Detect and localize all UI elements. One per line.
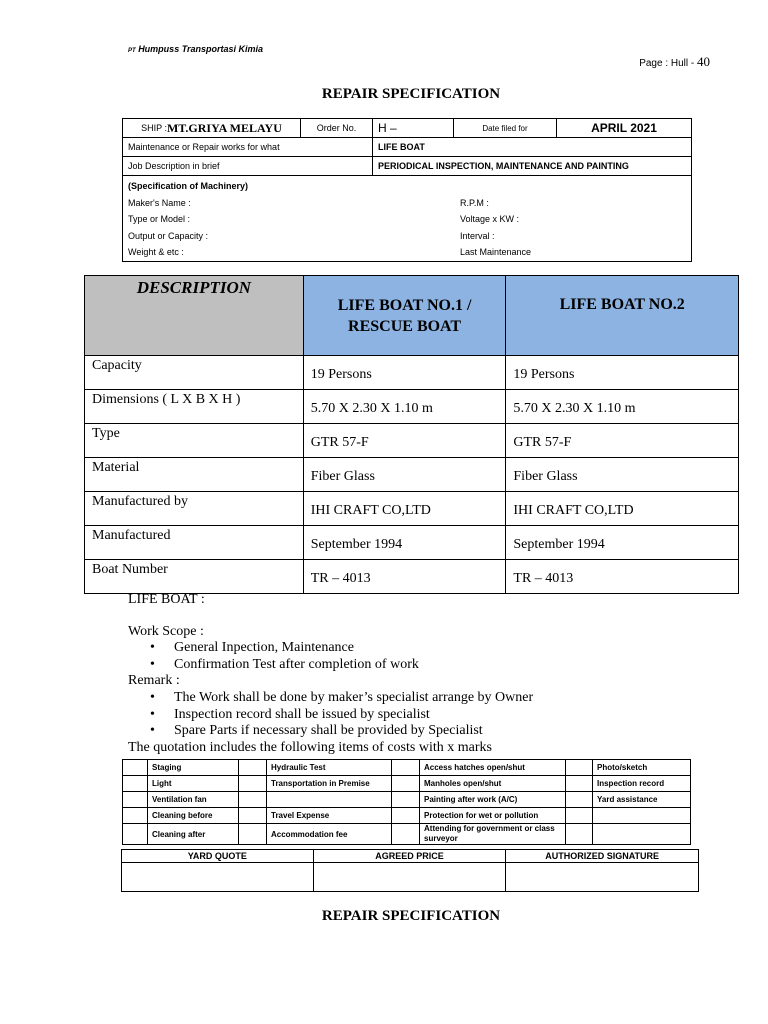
weight: Weight & etc : <box>128 247 184 258</box>
footer-title: REPAIR SPECIFICATION <box>321 908 501 924</box>
checkbox-cell[interactable] <box>566 824 593 845</box>
authorized-signature-header: AUTHORIZED SIGNATURE <box>506 850 699 863</box>
ship-cell <box>123 119 301 137</box>
header-boat-1-line2: RESCUE BOAT <box>348 317 462 335</box>
cost-item: Light <box>148 776 239 792</box>
checkbox-cell[interactable] <box>392 760 420 776</box>
page-label: Page : Hull - <box>639 58 697 69</box>
boat1-value: Fiber Glass <box>303 458 506 492</box>
boat1-value: TR – 4013 <box>303 560 506 594</box>
list-item: • Spare Parts if necessary shall be provided by Specialist <box>174 723 728 740</box>
signoff-input-row <box>122 863 699 892</box>
checkbox-cell[interactable] <box>392 792 420 808</box>
table-row <box>85 356 739 390</box>
boat2-value: TR – 4013 <box>506 560 739 594</box>
cost-item: Staging <box>148 760 239 776</box>
machinery-title: (Specification of Machinery) <box>128 181 249 192</box>
checkbox-cell[interactable] <box>123 760 148 776</box>
date-value: APRIL 2021 <box>591 121 657 135</box>
cost-item: Cleaning before <box>148 808 239 824</box>
header-boat-1 <box>303 276 506 356</box>
boat2-value: GTR 57-F <box>506 424 739 458</box>
header-boat-2: LIFE BOAT NO.2 <box>506 276 739 356</box>
checkbox-cell[interactable] <box>566 792 593 808</box>
checkbox-cell[interactable] <box>123 776 148 792</box>
table-row <box>123 824 691 845</box>
boat1-value: IHI CRAFT CO,LTD <box>303 492 506 526</box>
row-label: Material <box>85 458 304 492</box>
ship-name: MT.GRIYA MELAYU <box>166 120 282 135</box>
work-scope-list <box>128 640 728 673</box>
boat1-value: September 1994 <box>303 526 506 560</box>
cost-item: Protection for wet or pollution <box>420 808 566 824</box>
company-name <box>128 44 263 54</box>
work-details <box>128 592 728 756</box>
section-label: LIFE BOAT : <box>128 592 205 607</box>
yard-quote-header: YARD QUOTE <box>122 850 314 863</box>
description-table <box>84 275 739 594</box>
company-prefix: PT <box>128 48 136 54</box>
table-row <box>123 792 691 808</box>
date-label: Date filed for <box>454 119 557 137</box>
table-row <box>85 526 739 560</box>
cost-item <box>267 792 392 808</box>
checkbox-cell[interactable] <box>566 760 593 776</box>
type-model: Type or Model : <box>128 214 191 225</box>
list-item: • Inspection record shall be issued by specialist <box>174 707 728 724</box>
signoff-table <box>121 849 699 892</box>
cost-item: Manholes open/shut <box>420 776 566 792</box>
ship-label: SHIP : <box>141 123 167 133</box>
boat2-value: September 1994 <box>506 526 739 560</box>
cost-item: Cleaning after <box>148 824 239 845</box>
authorized-signature-field[interactable] <box>506 863 699 892</box>
header-description: DESCRIPTION <box>85 276 304 356</box>
table-row <box>85 424 739 458</box>
checkbox-cell[interactable] <box>239 760 267 776</box>
checkbox-cell[interactable] <box>392 808 420 824</box>
checkbox-cell[interactable] <box>123 824 148 845</box>
work-scope-label: Work Scope : <box>128 623 204 639</box>
row-label: Dimensions ( L X B X H ) <box>85 390 304 424</box>
order-label: Order No. <box>301 119 373 137</box>
table-row <box>85 560 739 594</box>
cost-item: Accommodation fee <box>267 824 392 845</box>
cost-item: Inspection record <box>593 776 691 792</box>
machinery-spec <box>123 176 691 261</box>
rpm: R.P.M : <box>460 197 489 208</box>
checkbox-cell[interactable] <box>239 808 267 824</box>
list-item: • General Inpection, Maintenance <box>174 640 728 657</box>
table-row <box>123 760 691 776</box>
agreed-price-header: AGREED PRICE <box>313 850 506 863</box>
boat2-value: 19 Persons <box>506 356 739 390</box>
boat2-value: 5.70 X 2.30 X 1.10 m <box>506 390 739 424</box>
row-label: Manufactured <box>85 526 304 560</box>
boat2-value: IHI CRAFT CO,LTD <box>506 492 739 526</box>
checkbox-cell[interactable] <box>123 792 148 808</box>
cost-item: Access hatches open/shut <box>420 760 566 776</box>
job-label: Job Description in brief <box>123 157 373 175</box>
maintenance-label: Maintenance or Repair works for what <box>123 138 373 156</box>
cost-item: Transportation in Premise <box>267 776 392 792</box>
cost-item: Attending for government or class surveyor <box>420 824 566 845</box>
row-label: Manufactured by <box>85 492 304 526</box>
boat1-value: 19 Persons <box>303 356 506 390</box>
page-number <box>612 54 710 70</box>
makers-name: Maker's Name : <box>128 197 191 208</box>
checkbox-cell[interactable] <box>239 824 267 845</box>
signoff-header-row <box>122 850 699 863</box>
cost-item: Ventilation fan <box>148 792 239 808</box>
cost-item <box>593 824 691 845</box>
cost-item: Photo/sketch <box>593 760 691 776</box>
cost-item: Painting after work (A/C) <box>420 792 566 808</box>
table-row <box>123 808 691 824</box>
list-item: • Confirmation Test after completion of work <box>174 657 728 674</box>
remark-list <box>128 690 728 740</box>
description-header-row <box>85 276 739 356</box>
boat1-value: 5.70 X 2.30 X 1.10 m <box>303 390 506 424</box>
remark-label: Remark : <box>128 673 180 689</box>
maintenance-value: LIFE BOAT <box>378 142 425 152</box>
table-row <box>85 492 739 526</box>
row-label: Capacity <box>85 356 304 390</box>
agreed-price-field[interactable] <box>313 863 506 892</box>
cost-item: Hydraulic Test <box>267 760 392 776</box>
table-row <box>85 390 739 424</box>
job-value: PERIODICAL INSPECTION, MAINTENANCE AND PAINTING <box>378 161 629 171</box>
output-capacity: Output or Capacity : <box>128 230 209 241</box>
header-boat-1-line1: LIFE BOAT NO.1 / <box>337 296 472 314</box>
checkbox-cell[interactable] <box>239 792 267 808</box>
boat2-value: Fiber Glass <box>506 458 739 492</box>
yard-quote-field[interactable] <box>122 863 314 892</box>
cost-item <box>593 808 691 824</box>
cost-item: Yard assistance <box>593 792 691 808</box>
checkbox-cell[interactable] <box>123 808 148 824</box>
cost-items-table <box>122 759 691 845</box>
interval: Interval : <box>460 230 495 241</box>
checkbox-cell[interactable] <box>239 776 267 792</box>
row-label: Type <box>85 424 304 458</box>
order-value: H – <box>373 119 454 137</box>
list-item: • The Work shall be done by maker’s specialist arrange by Owner <box>174 690 728 707</box>
cost-item: Travel Expense <box>267 808 392 824</box>
checkbox-cell[interactable] <box>566 808 593 824</box>
checkbox-cell[interactable] <box>566 776 593 792</box>
page-number-value: 40 <box>697 54 710 69</box>
spec-table <box>122 118 692 262</box>
table-row <box>85 458 739 492</box>
page-title: REPAIR SPECIFICATION <box>321 86 501 102</box>
voltage: Voltage x KW : <box>460 214 520 225</box>
checkbox-cell[interactable] <box>392 824 420 845</box>
boat1-value: GTR 57-F <box>303 424 506 458</box>
quotation-note: The quotation includes the following items of costs with x marks <box>128 739 492 755</box>
table-row <box>123 776 691 792</box>
company-text: Humpuss Transportasi Kimia <box>138 44 264 54</box>
checkbox-cell[interactable] <box>392 776 420 792</box>
last-maintenance: Last Maintenance <box>460 247 532 258</box>
row-label: Boat Number <box>85 560 304 594</box>
